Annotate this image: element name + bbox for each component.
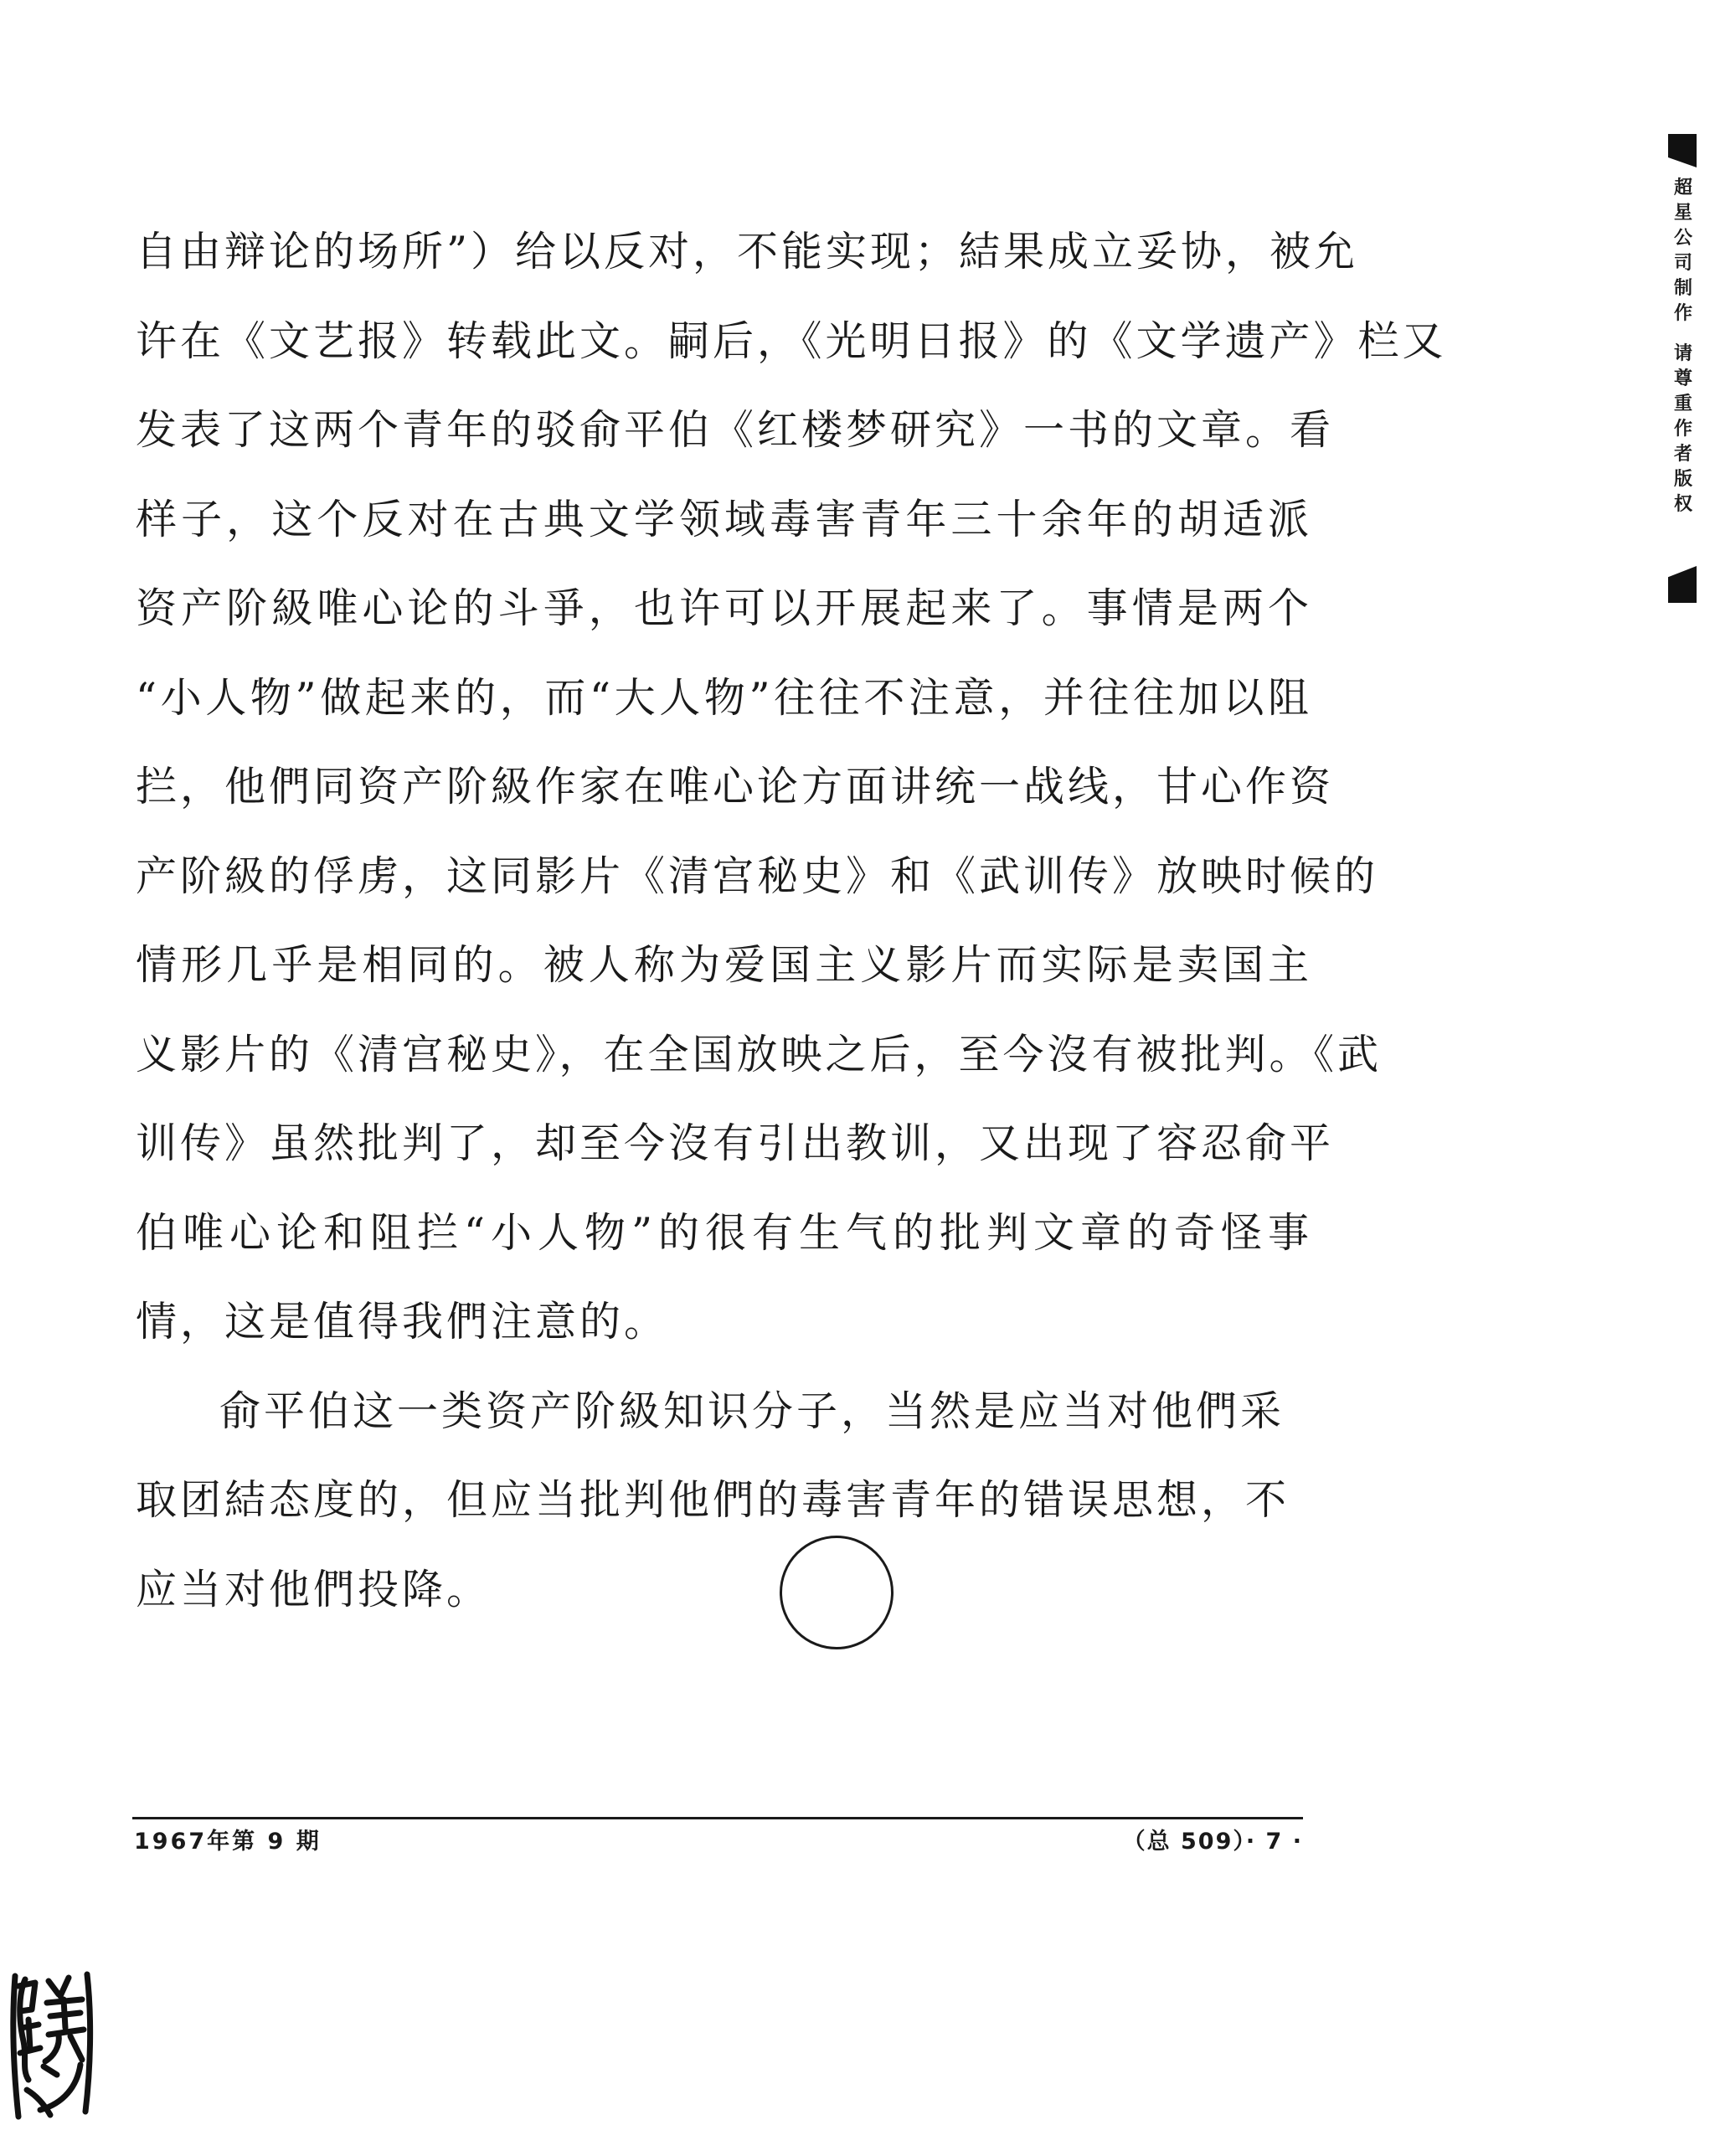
notice-char: 者 <box>1673 444 1692 465</box>
text-line: 产阶級的俘虏，这同影片《清宫秘史》和《武训传》放映时候的 <box>136 852 1379 900</box>
notice-char: 星 <box>1673 203 1692 224</box>
text-line: 取团結态度的，但应当批判他們的毒害青年的错误思想，不 <box>136 1476 1290 1524</box>
notice-char: 公 <box>1673 228 1692 249</box>
notice-char: 版 <box>1673 469 1692 490</box>
text-line: 训传》虽然批判了，却至今沒有引出教训，又出现了容忍俞平 <box>136 1119 1335 1167</box>
notice-bar-bottom <box>1668 566 1697 603</box>
article-body <box>136 208 1447 1634</box>
text-line: 自由辩论的场所”）给以反对，不能实现；結果成立妥协，被允 <box>136 228 1359 275</box>
text-line: 情形几乎是相同的。被人称为爱国主义影片而实际是卖国主 <box>136 941 1312 989</box>
text-line: 俞平伯这一类资产阶級知识分子，当然是应当对他們采 <box>219 1387 1285 1435</box>
notice-char: 权 <box>1673 494 1692 515</box>
notice-char: 超 <box>1673 178 1692 198</box>
text-line: 发表了这两个青年的驳俞平伯《红楼梦研究》一书的文章。看 <box>136 406 1335 454</box>
text-line: 样子，这个反对在古典文学领域毒害青年三十余年的胡适派 <box>136 495 1312 543</box>
copyright-side-notice <box>1665 134 1702 603</box>
notice-char: 司 <box>1673 253 1692 274</box>
text-line: 义影片的《清宫秘史》，在全国放映之后，至今沒有被批判。《武 <box>136 1030 1383 1078</box>
footer-page-number: （总 509）· 7 · <box>1122 1829 1303 1855</box>
notice-char: 制 <box>1673 278 1692 299</box>
text-line: “小人物”做起来的，而“大人物”往往不注意，并往往加以阻 <box>136 673 1312 722</box>
text-line: 许在《文艺报》转载此文。嗣后，《光明日报》的《文学遗产》栏又 <box>136 316 1447 365</box>
notice-bar-top <box>1668 134 1697 167</box>
notice-char: 请 <box>1673 343 1692 364</box>
notice-char: 作 <box>1673 303 1692 324</box>
text-line: 资产阶級唯心论的斗爭，也许可以开展起来了。事情是两个 <box>136 584 1312 632</box>
end-circle-mark <box>780 1536 894 1649</box>
text-line: 拦，他們同资产阶級作家在唯心论方面讲统一战线，甘心作资 <box>136 763 1335 810</box>
paragraph-2 <box>136 1367 1312 1635</box>
seal-stamp-icon <box>10 1969 94 2120</box>
notice-char: 重 <box>1673 394 1692 414</box>
text-line: 情，这是值得我們注意的。 <box>136 1298 669 1346</box>
notice-char: 作 <box>1673 419 1692 440</box>
text-line: 应当对他們投降。 <box>136 1565 492 1613</box>
text-line: 伯唯心论和阻拦“小人物”的很有生气的批判文章的奇怪事 <box>136 1208 1312 1257</box>
notice-char: 尊 <box>1673 368 1692 389</box>
footer-issue: 1967年第 9 期 <box>134 1829 322 1855</box>
paragraph-1 <box>136 208 1447 1367</box>
notice-text <box>1665 176 1702 517</box>
footer-divider <box>132 1817 1303 1819</box>
